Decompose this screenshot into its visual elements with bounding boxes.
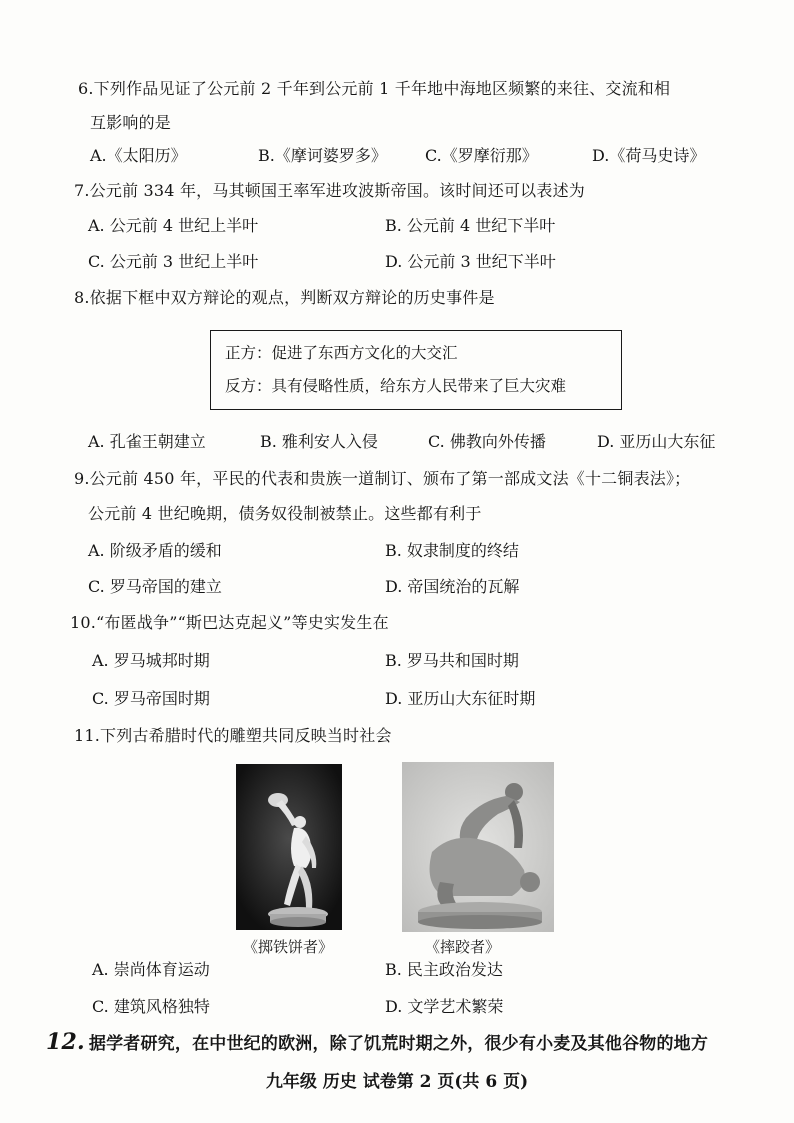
q10-option-d: D. 亚历山大东征时期 [385, 689, 536, 708]
debate-con: 反方：具有侵略性质，给东方人民带来了巨大灾难 [225, 377, 567, 395]
q10-option-b: B. 罗马共和国时期 [385, 651, 519, 670]
q11-option-c: C. 建筑风格独特 [92, 997, 210, 1016]
q7-option-a: A. 公元前 4 世纪上半叶 [88, 216, 259, 235]
q9-option-d: D. 帝国统治的瓦解 [385, 577, 520, 596]
discus-thrower-photo [236, 764, 342, 930]
q11-option-a: A. 崇尚体育运动 [92, 960, 210, 979]
q7-option-b: B. 公元前 4 世纪下半叶 [385, 216, 556, 235]
debate-pro: 正方：促进了东西方文化的大交汇 [225, 344, 458, 362]
q6-stem-line2: 互影响的是 [90, 113, 172, 132]
q11-option-d: D. 文学艺术繁荣 [385, 997, 504, 1016]
q8-option-b: B. 雅利安人入侵 [260, 432, 378, 451]
q9-option-b: B. 奴隶制度的终结 [385, 541, 519, 560]
caption-wrestlers: 《摔跤者》 [425, 938, 501, 956]
q10-option-a: A. 罗马城邦时期 [92, 651, 210, 670]
q11-option-b: B. 民主政治发达 [385, 960, 503, 979]
q8-option-a: A. 孔雀王朝建立 [88, 432, 206, 451]
q9-option-a: A. 阶级矛盾的缓和 [88, 541, 222, 560]
page-footer: 九年级 历史 试卷第 2 页(共 6 页) [265, 1072, 529, 1092]
q12-stem-line [46, 1031, 708, 1055]
q6-option-a: A.《太阳历》 [90, 146, 187, 165]
q9-stem-line1: 9.公元前 450 年，平民的代表和贵族一道制订、颁布了第一部成文法《十二铜表法》； [74, 469, 691, 488]
caption-discus-thrower: 《掷铁饼者》 [243, 938, 334, 956]
q8-stem: 8.依据下框中双方辩论的观点，判断双方辩论的历史事件是 [74, 288, 495, 307]
q7-stem: 7.公元前 334 年，马其顿国王率军进攻波斯帝国。该时间还可以表述为 [74, 181, 585, 200]
q7-option-c: C. 公元前 3 世纪上半叶 [88, 252, 259, 271]
q6-option-b: B.《摩诃婆罗多》 [258, 146, 387, 165]
q11-stem: 11.下列古希腊时代的雕塑共同反映当时社会 [74, 726, 392, 745]
q10-stem: 10.“布匿战争”“斯巴达克起义”等史实发生在 [70, 613, 389, 632]
q10-option-c: C. 罗马帝国时期 [92, 689, 210, 708]
q7-option-d: D. 公元前 3 世纪下半叶 [385, 252, 556, 271]
q9-option-c: C. 罗马帝国的建立 [88, 577, 222, 596]
q6-stem-line1: 6.下列作品见证了公元前 2 千年到公元前 1 千年地中海地区频繁的来往、交流和相 [78, 79, 671, 98]
q8-option-c: C. 佛教向外传播 [428, 432, 546, 451]
q6-option-d: D.《荷马史诗》 [592, 146, 706, 165]
q9-stem-line2: 公元前 4 世纪晚期，债务奴役制被禁止。这些都有利于 [88, 504, 482, 523]
debate-box [210, 330, 622, 410]
q12-number: 12. [46, 1029, 85, 1055]
q8-option-d: D. 亚历山大东征 [597, 432, 716, 451]
wrestlers-photo [402, 762, 554, 932]
q6-option-c: C.《罗摩衍那》 [425, 146, 538, 165]
q12-stem: 据学者研究，在中世纪的欧洲，除了饥荒时期之外，很少有小麦及其他谷物的地方 [88, 1034, 709, 1054]
